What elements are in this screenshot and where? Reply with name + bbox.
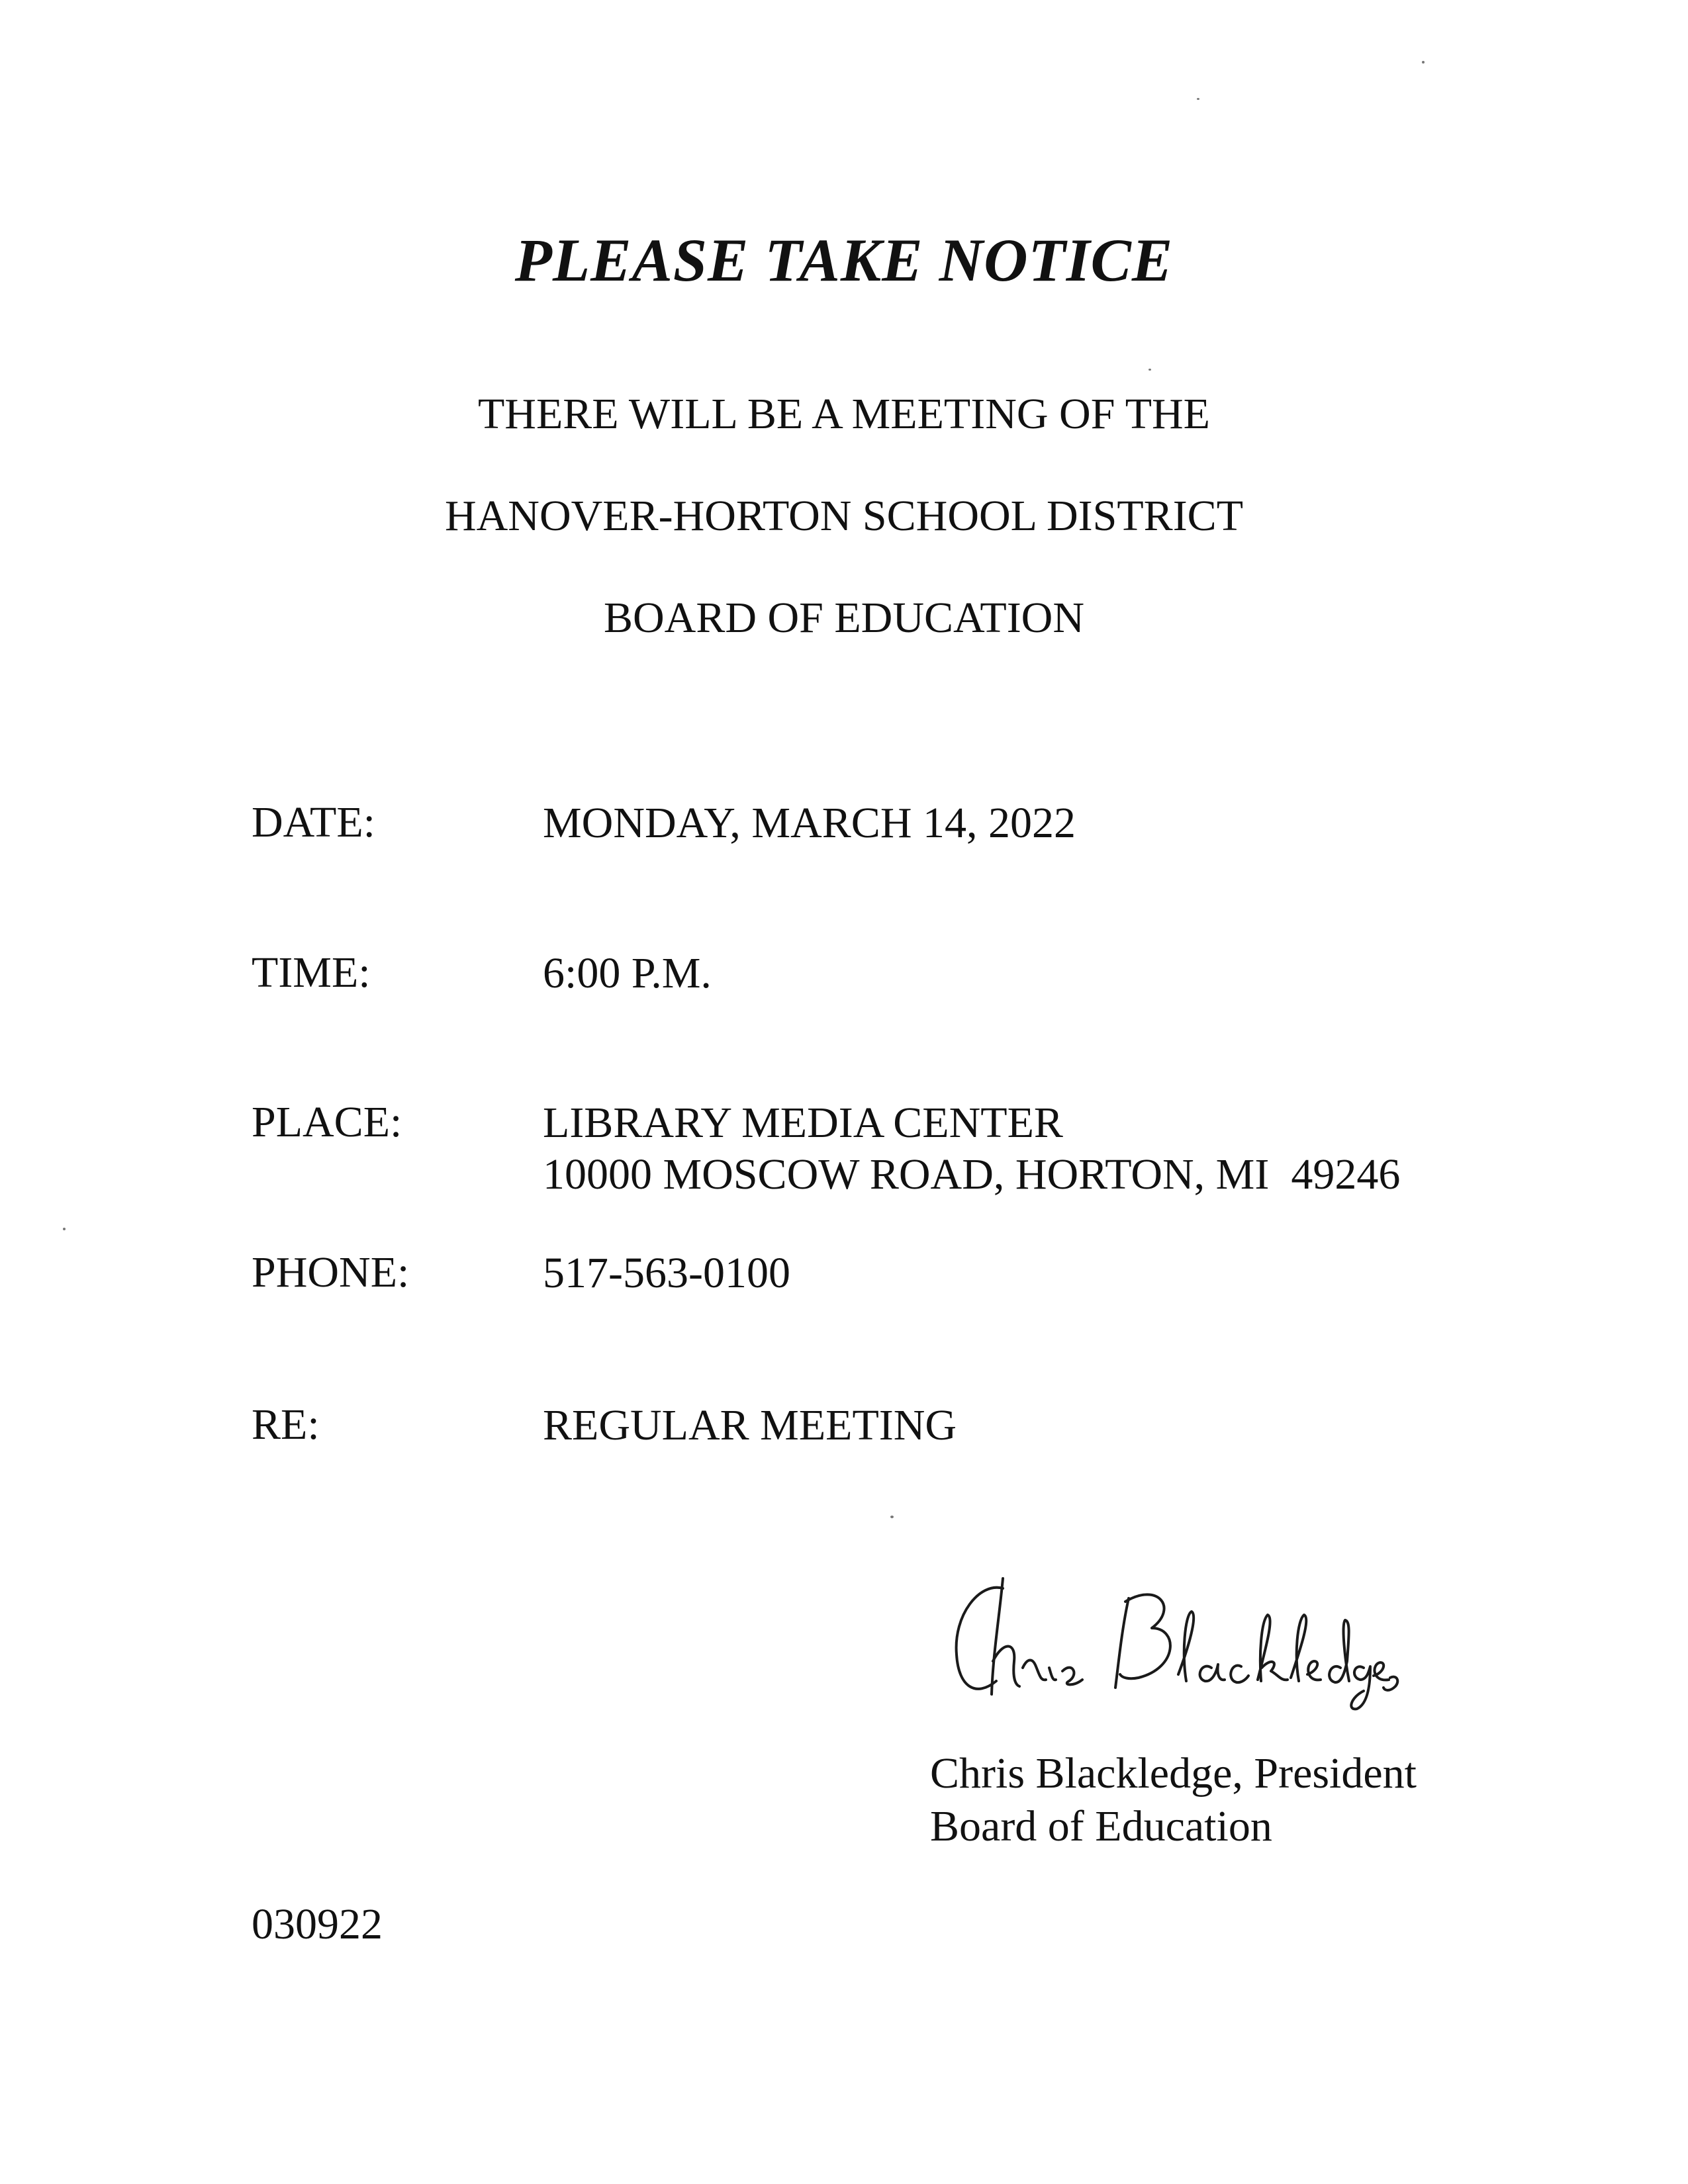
signer-block <box>930 1747 1417 1853</box>
document-code: 030922 <box>252 1900 383 1948</box>
handwritten-signature <box>940 1562 1403 1714</box>
intro-line-2: HANOVER-HORTON SCHOOL DISTRICT <box>444 492 1244 540</box>
phone-label: PHONE: <box>252 1248 410 1297</box>
intro-line-1: THERE WILL BE A MEETING OF THE <box>477 390 1210 438</box>
scan-speck <box>1197 98 1199 100</box>
phone-value: 517-563-0100 <box>543 1249 790 1297</box>
time-label: TIME: <box>252 948 371 997</box>
signer-organization: Board of Education <box>930 1802 1272 1850</box>
place-value <box>543 1097 1400 1201</box>
signer-name-title: Chris Blackledge, President <box>930 1749 1417 1797</box>
re-value: REGULAR MEETING <box>543 1401 957 1449</box>
time-value: 6:00 P.M. <box>543 949 712 997</box>
scan-speck <box>1149 369 1151 371</box>
notice-title: PLEASE TAKE NOTICE <box>514 226 1174 294</box>
place-line-2: 10000 MOSCOW ROAD, HORTON, MI 49246 <box>543 1150 1401 1199</box>
place-line-1: LIBRARY MEDIA CENTER <box>543 1099 1063 1147</box>
date-label: DATE: <box>252 798 375 846</box>
scan-speck <box>890 1516 894 1518</box>
scan-speck <box>63 1228 66 1230</box>
date-value: MONDAY, MARCH 14, 2022 <box>543 799 1076 847</box>
place-label: PLACE: <box>252 1098 402 1146</box>
re-label: RE: <box>252 1400 320 1449</box>
intro-line-3: BOARD OF EDUCATION <box>603 594 1085 642</box>
scan-speck <box>1422 61 1425 64</box>
